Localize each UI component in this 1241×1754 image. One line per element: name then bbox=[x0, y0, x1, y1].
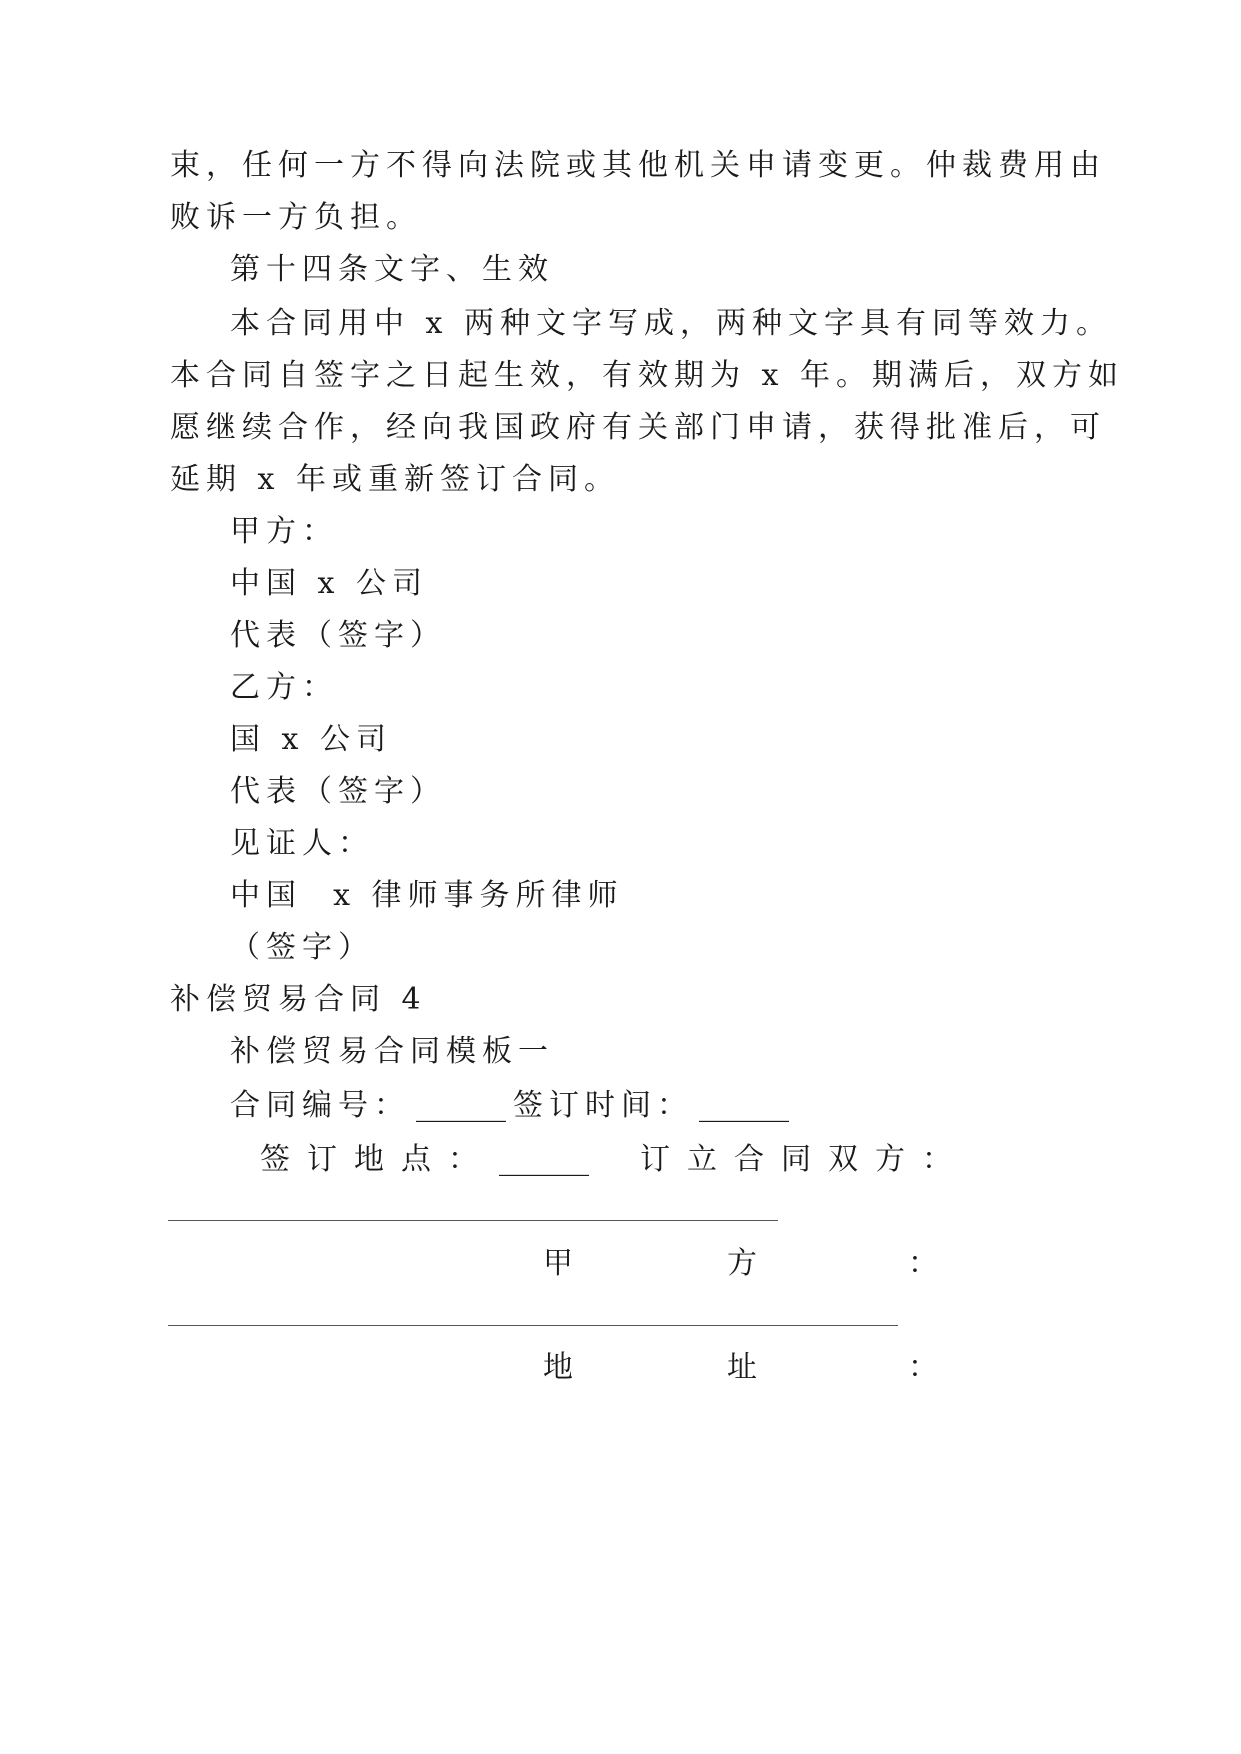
article-14-paragraph-line-3: 愿继续合作，经向我国政府有关部门申请，获得批准后，可 bbox=[170, 410, 1106, 445]
contract-parties-label: 订立合同双方： bbox=[640, 1142, 969, 1177]
address-char-2: 址 bbox=[727, 1350, 757, 1385]
party-b-name: 国 x 公司 bbox=[230, 722, 392, 757]
party-a-name: 中国 x 公司 bbox=[230, 566, 428, 601]
sign-place-blank: ______ bbox=[499, 1142, 589, 1177]
article-14-paragraph-line-2: 本合同自签字之日起生效，有效期为 x 年。期满后，双方如 bbox=[170, 358, 1124, 393]
address-colon: ： bbox=[908, 1350, 938, 1385]
article-14-paragraph-line-1: 本合同用中 x 两种文字写成，两种文字具有同等效力。 bbox=[230, 306, 1112, 341]
party-b-label: 乙方： bbox=[230, 670, 338, 705]
prev-arbitration-line-2: 败诉一方负担。 bbox=[170, 200, 422, 235]
sign-time-blank: ______ bbox=[699, 1088, 789, 1123]
sign-time-label: 签订时间： bbox=[513, 1088, 693, 1123]
party-a-representative: 代表（签字） bbox=[230, 618, 446, 653]
party-a-char-1: 甲 bbox=[543, 1246, 573, 1281]
contract-number-blank: ______ bbox=[416, 1088, 506, 1123]
contract-template-title: 补偿贸易合同模板一 bbox=[230, 1034, 554, 1069]
sign-place-label: 签订地点： bbox=[260, 1142, 495, 1177]
witness-label: 见证人： bbox=[230, 826, 374, 861]
witness-name: 中国 x 律师事务所律师 bbox=[230, 878, 624, 913]
article-14-paragraph-line-4: 延期 x 年或重新签订合同。 bbox=[170, 462, 620, 497]
sign-place-row bbox=[260, 1140, 589, 1180]
sign-time-row bbox=[513, 1086, 789, 1126]
address-char-1: 地 bbox=[543, 1350, 573, 1385]
party-a-char-2: 方 bbox=[727, 1246, 757, 1281]
prev-arbitration-line-1: 束，任何一方不得向法院或其他机关申请变更。仲裁费用由 bbox=[170, 148, 1106, 183]
party-b-representative: 代表（签字） bbox=[230, 774, 446, 809]
party-a-colon: ： bbox=[908, 1246, 938, 1281]
party-a-underline bbox=[168, 1325, 898, 1326]
party-a-label: 甲方： bbox=[230, 514, 338, 549]
article-14-heading: 第十四条文字、生效 bbox=[230, 252, 554, 287]
witness-signature: （签字） bbox=[230, 930, 374, 965]
contract-number-row bbox=[230, 1086, 506, 1126]
contract-number-label: 合同编号： bbox=[230, 1088, 410, 1123]
contract-4-title: 补偿贸易合同 4 bbox=[170, 982, 427, 1017]
parties-underline bbox=[168, 1220, 778, 1221]
